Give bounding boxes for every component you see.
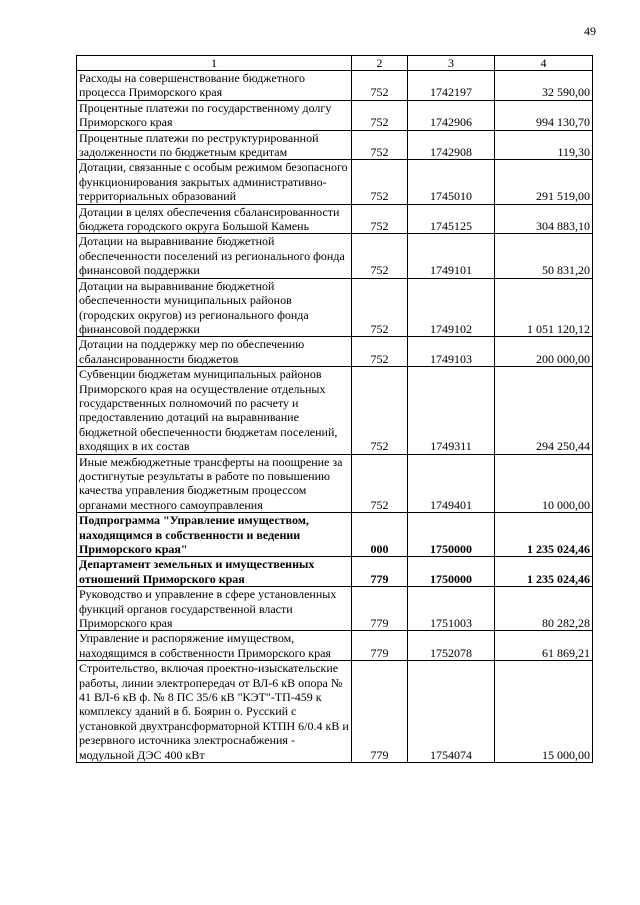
row-amount-cell: 119,30 bbox=[495, 130, 593, 160]
row-target-code-cell: 1749103 bbox=[408, 337, 495, 367]
row-amount-cell: 291 519,00 bbox=[495, 160, 593, 204]
table-row bbox=[77, 587, 593, 631]
table-row bbox=[77, 337, 593, 367]
table-row bbox=[77, 234, 593, 278]
row-target-code-cell: 1749401 bbox=[408, 454, 495, 513]
row-target-code-cell: 1749311 bbox=[408, 367, 495, 454]
row-target-code-cell: 1751003 bbox=[408, 587, 495, 631]
table-row bbox=[77, 204, 593, 234]
row-amount-cell: 200 000,00 bbox=[495, 337, 593, 367]
row-amount-cell: 15 000,00 bbox=[495, 661, 593, 763]
row-amount-cell: 50 831,20 bbox=[495, 234, 593, 278]
header-row bbox=[77, 56, 593, 71]
row-name-cell: Иные межбюджетные трансферты на поощрение за достигнутые результаты в работе по повышению качества управления бюджетным процессом органами местного самоуправления bbox=[77, 454, 352, 513]
table-row bbox=[77, 557, 593, 587]
row-amount-cell: 80 282,28 bbox=[495, 587, 593, 631]
table-row bbox=[77, 661, 593, 763]
row-amount-cell: 1 051 120,12 bbox=[495, 278, 593, 337]
row-admin-code-cell: 752 bbox=[352, 234, 408, 278]
row-amount-cell: 994 130,70 bbox=[495, 100, 593, 130]
row-target-code-cell: 1750000 bbox=[408, 513, 495, 557]
row-admin-code-cell: 779 bbox=[352, 661, 408, 763]
budget-table bbox=[76, 55, 593, 763]
row-name-cell: Дотации на поддержку мер по обеспечению сбалансированности бюджетов bbox=[77, 337, 352, 367]
row-target-code-cell: 1742908 bbox=[408, 130, 495, 160]
row-target-code-cell: 1742197 bbox=[408, 71, 495, 101]
row-target-code-cell: 1749102 bbox=[408, 278, 495, 337]
header-cell-3: 3 bbox=[408, 56, 495, 71]
row-amount-cell: 1 235 024,46 bbox=[495, 557, 593, 587]
row-admin-code-cell: 779 bbox=[352, 587, 408, 631]
table-row bbox=[77, 631, 593, 661]
table-row bbox=[77, 100, 593, 130]
row-admin-code-cell: 752 bbox=[352, 130, 408, 160]
row-name-cell: Департамент земельных и имущественных отношений Приморского края bbox=[77, 557, 352, 587]
row-admin-code-cell: 752 bbox=[352, 337, 408, 367]
row-name-cell: Управление и распоряжение имуществом, находящимся в собственности Приморского края bbox=[77, 631, 352, 661]
row-target-code-cell: 1745125 bbox=[408, 204, 495, 234]
header-cell-4: 4 bbox=[495, 56, 593, 71]
row-target-code-cell: 1754074 bbox=[408, 661, 495, 763]
row-amount-cell: 1 235 024,46 bbox=[495, 513, 593, 557]
table-row bbox=[77, 160, 593, 204]
table-row bbox=[77, 278, 593, 337]
row-target-code-cell: 1742906 bbox=[408, 100, 495, 130]
row-admin-code-cell: 752 bbox=[352, 204, 408, 234]
row-admin-code-cell: 779 bbox=[352, 631, 408, 661]
row-target-code-cell: 1750000 bbox=[408, 557, 495, 587]
header-cell-2: 2 bbox=[352, 56, 408, 71]
row-name-cell: Дотации, связанные с особым режимом безопасного функционирования закрытых административно-территориальных образований bbox=[77, 160, 352, 204]
table-row bbox=[77, 454, 593, 513]
page-number: 49 bbox=[584, 24, 596, 38]
row-amount-cell: 32 590,00 bbox=[495, 71, 593, 101]
row-admin-code-cell: 779 bbox=[352, 557, 408, 587]
row-name-cell: Субвенции бюджетам муниципальных районов Приморского края на осуществление отдельных государственных полномочий по расчету и предоставлению дотаций на выравнивание бюджетной обеспеченности бюджетам поселений, входящих в их состав bbox=[77, 367, 352, 454]
table-row bbox=[77, 367, 593, 454]
row-admin-code-cell: 000 bbox=[352, 513, 408, 557]
row-amount-cell: 10 000,00 bbox=[495, 454, 593, 513]
table-row bbox=[77, 71, 593, 101]
row-name-cell: Строительство, включая проектно-изыскательские работы, линии электропередач от ВЛ-6 кВ опора № 41 ВЛ-6 кВ ф. № 8 ПС 35/6 кВ "КЭТ"-ТП-459 к комплексу зданий в б. Боярин о. Русский с установкой двухтрансформаторной КТПН 6/0.4 кВ и резервного источника электроснабжения - модульной ДЭС 400 кВт bbox=[77, 661, 352, 763]
row-target-code-cell: 1745010 bbox=[408, 160, 495, 204]
row-admin-code-cell: 752 bbox=[352, 100, 408, 130]
row-name-cell: Дотации на выравнивание бюджетной обеспеченности муниципальных районов (городских округов) из регионального фонда финансовой поддержки bbox=[77, 278, 352, 337]
row-amount-cell: 294 250,44 bbox=[495, 367, 593, 454]
row-name-cell: Руководство и управление в сфере установленных функций органов государственной власти Приморского края bbox=[77, 587, 352, 631]
row-admin-code-cell: 752 bbox=[352, 71, 408, 101]
row-amount-cell: 61 869,21 bbox=[495, 631, 593, 661]
row-target-code-cell: 1752078 bbox=[408, 631, 495, 661]
row-name-cell: Расходы на совершенствование бюджетного процесса Приморского края bbox=[77, 71, 352, 101]
row-admin-code-cell: 752 bbox=[352, 278, 408, 337]
row-admin-code-cell: 752 bbox=[352, 454, 408, 513]
header-cell-1: 1 bbox=[77, 56, 352, 71]
row-name-cell: Процентные платежи по реструктурированной задолженности по бюджетным кредитам bbox=[77, 130, 352, 160]
row-target-code-cell: 1749101 bbox=[408, 234, 495, 278]
row-name-cell: Подпрограмма "Управление имуществом, находящимся в собственности и ведении Приморского края" bbox=[77, 513, 352, 557]
table-row bbox=[77, 130, 593, 160]
table-row bbox=[77, 513, 593, 557]
row-name-cell: Дотации в целях обеспечения сбалансированности бюджета городского округа Большой Камень bbox=[77, 204, 352, 234]
row-admin-code-cell: 752 bbox=[352, 367, 408, 454]
row-name-cell: Дотации на выравнивание бюджетной обеспеченности поселений из регионального фонда финансовой поддержки bbox=[77, 234, 352, 278]
row-amount-cell: 304 883,10 bbox=[495, 204, 593, 234]
row-name-cell: Процентные платежи по государственному долгу Приморского края bbox=[77, 100, 352, 130]
row-admin-code-cell: 752 bbox=[352, 160, 408, 204]
